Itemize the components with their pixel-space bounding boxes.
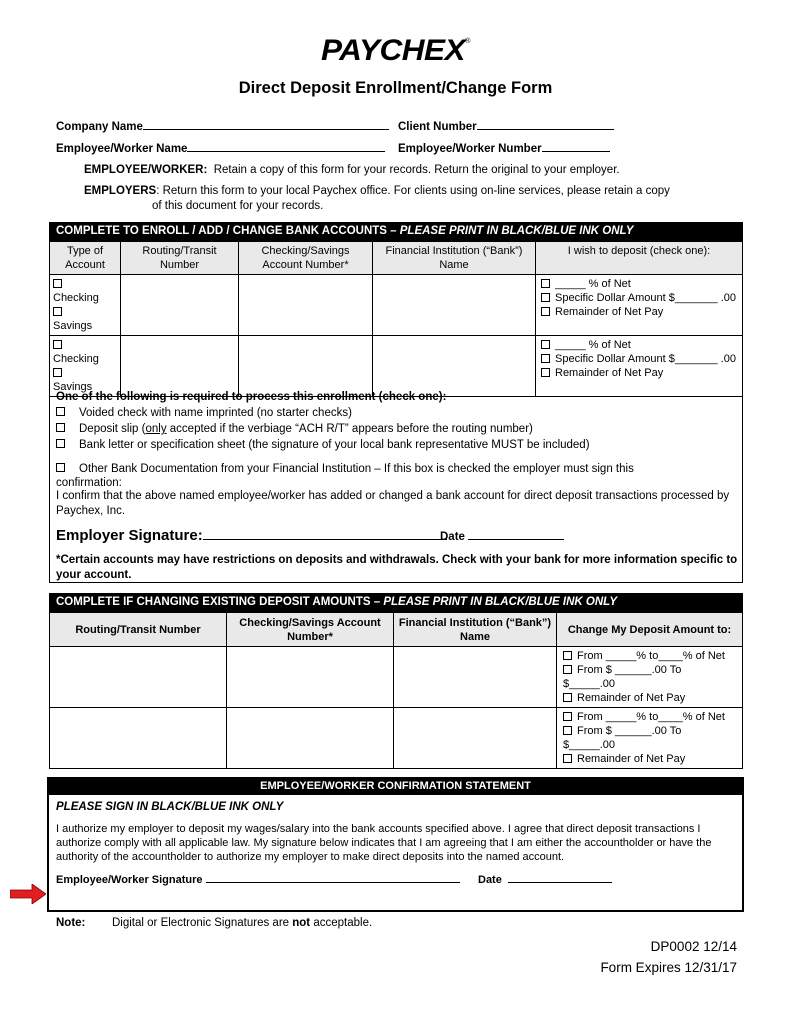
enroll-accounts-table	[49, 241, 743, 397]
checkbox-icon	[53, 340, 62, 349]
account-input[interactable]	[239, 275, 373, 336]
type-savings-label: Savings	[53, 381, 93, 393]
col-routing: Routing/Transit Number	[50, 613, 227, 647]
routing-input[interactable]	[50, 708, 227, 769]
table-row	[50, 647, 743, 708]
employee-number-field[interactable]: Employee/Worker Number	[398, 140, 610, 155]
certain-accounts-note: *Certain accounts may have restrictions on deposits and withdrawals. Check with your bank for more information specific to your account.	[56, 554, 738, 581]
account-input[interactable]	[227, 647, 394, 708]
col-account: Checking/Savings Account Number*	[239, 242, 373, 275]
option-remainder[interactable]: Remainder of Net Pay	[563, 691, 739, 705]
option-from-dollar[interactable]: From $ ______.00 To	[563, 724, 739, 738]
note-text: Digital or Electronic Signatures are not acceptable.	[112, 917, 373, 929]
checkbox-icon	[53, 279, 62, 288]
option-from-percent[interactable]: From _____% to____% of Net	[563, 710, 739, 724]
enroll-section-header: COMPLETE TO ENROLL / ADD / CHANGE BANK ACCOUNTS – PLEASE PRINT IN BLACK/BLUE INK ONLY	[49, 222, 743, 241]
table-row	[50, 336, 743, 397]
option-percent[interactable]: _____ % of Net	[541, 277, 739, 291]
checkbox-icon	[563, 712, 572, 721]
checkbox-icon	[563, 651, 572, 660]
option-percent[interactable]: _____ % of Net	[541, 338, 739, 352]
type-checking-label: Checking	[53, 292, 99, 304]
option-remainder[interactable]: Remainder of Net Pay	[563, 752, 739, 766]
bank-input[interactable]	[373, 336, 536, 397]
routing-input[interactable]	[121, 275, 239, 336]
dollar-to-line: $_____.00	[563, 739, 615, 751]
checkbox-icon	[56, 407, 65, 416]
option-remainder[interactable]: Remainder of Net Pay	[541, 305, 739, 319]
req-deposit-slip[interactable]: Deposit slip (only accepted if the verbiage “ACH R/T” appears before the routing number)	[56, 422, 533, 437]
table-row	[50, 708, 743, 769]
change-amounts-table	[49, 612, 743, 769]
option-from-dollar[interactable]: From $ ______.00 To	[563, 663, 739, 677]
checkbox-icon	[541, 307, 550, 316]
account-input[interactable]	[239, 336, 373, 397]
dollar-to-line: $_____.00	[563, 678, 615, 690]
option-dollar[interactable]: Specific Dollar Amount $_______ .00	[541, 291, 739, 305]
checkbox-icon	[541, 340, 550, 349]
employee-date-field[interactable]: Date	[478, 872, 612, 886]
note-label: Note:	[56, 917, 86, 929]
confirmation-text: I authorize my employer to deposit my wages/salary into the bank accounts specified above. I agree that direct deposit transactions I authorize comply with all applicable law. My signature below indicates that I am agreeing that I am either the accountholder or have the authority of the accountholder to authorize my employer to make direct deposits into the named account.	[56, 823, 712, 863]
required-title: One of the following is required to process this enrollment (check one):	[56, 391, 447, 403]
employer-confirm-text: I confirm that the above named employee/worker has added or changed a bank account for direct deposit transactions processed by Paychex, Inc.	[56, 490, 730, 517]
col-bank: Financial Institution (“Bank”) Name	[373, 242, 536, 275]
table-row	[50, 275, 743, 336]
req-other-docs[interactable]: Other Bank Documentation from your Financial Institution – If this box is checked the employer must sign this	[56, 462, 634, 477]
routing-input[interactable]	[50, 647, 227, 708]
checkbox-icon	[563, 754, 572, 763]
req-voided-check[interactable]: Voided check with name imprinted (no starter checks)	[56, 406, 352, 421]
col-change: Change My Deposit Amount to:	[557, 613, 743, 647]
routing-input[interactable]	[121, 336, 239, 397]
form-code: DP0002 12/14	[650, 939, 737, 954]
account-input[interactable]	[227, 708, 394, 769]
req-bank-letter[interactable]: Bank letter or specification sheet (the signature of your local bank representative MUST be included)	[56, 438, 590, 453]
employer-date-field[interactable]: Date	[440, 529, 564, 543]
checkbox-icon	[563, 726, 572, 735]
option-dollar[interactable]: Specific Dollar Amount $_______ .00	[541, 352, 739, 366]
type-checking-label: Checking	[53, 353, 99, 365]
bank-input[interactable]	[373, 275, 536, 336]
employers-instruction-cont: of this document for your records.	[152, 200, 324, 212]
option-remainder[interactable]: Remainder of Net Pay	[541, 366, 739, 380]
bank-input[interactable]	[394, 708, 557, 769]
option-from-percent[interactable]: From _____% to____% of Net	[563, 649, 739, 663]
employer-signature-field[interactable]: Employer Signature:	[56, 526, 447, 544]
checkbox-checking[interactable]	[53, 277, 117, 291]
employee-instruction: EMPLOYEE/WORKER: Retain a copy of this form for your records. Return the original to your employer.	[84, 164, 620, 176]
company-name-field[interactable]: Company Name	[56, 118, 389, 133]
checkbox-icon	[541, 293, 550, 302]
checkbox-icon	[563, 665, 572, 674]
col-deposit: I wish to deposit (check one):	[536, 242, 743, 275]
col-account: Checking/Savings Account Number*	[227, 613, 394, 647]
checkbox-icon	[56, 423, 65, 432]
change-section-header: COMPLETE IF CHANGING EXISTING DEPOSIT AMOUNTS – PLEASE PRINT IN BLACK/BLUE INK ONLY	[49, 593, 743, 612]
checkbox-icon	[563, 693, 572, 702]
confirmation-subhead: PLEASE SIGN IN BLACK/BLUE INK ONLY	[56, 801, 284, 813]
checkbox-savings[interactable]	[53, 366, 117, 380]
employers-instruction: EMPLOYERS: Return this form to your local Paychex office. For clients using on-line services, please retain a copy	[84, 185, 670, 197]
form-title: Direct Deposit Enrollment/Change Form	[238, 79, 553, 97]
col-bank: Financial Institution (“Bank”) Name	[394, 613, 557, 647]
type-savings-label: Savings	[53, 320, 93, 332]
checkbox-savings[interactable]	[53, 305, 117, 319]
checkbox-icon	[53, 307, 62, 316]
col-type: Type of Account	[50, 242, 121, 275]
form-expiry: Form Expires 12/31/17	[600, 960, 737, 975]
bank-input[interactable]	[394, 647, 557, 708]
paychex-logo: PAYCHEX®	[321, 34, 470, 67]
checkbox-icon	[541, 368, 550, 377]
req-other-docs-cont: confirmation:	[56, 477, 122, 489]
confirmation-header: EMPLOYEE/WORKER CONFIRMATION STATEMENT	[47, 777, 744, 795]
checkbox-icon	[541, 354, 550, 363]
checkbox-icon	[541, 279, 550, 288]
checkbox-icon	[56, 439, 65, 448]
employee-signature-field[interactable]: Employee/Worker Signature	[56, 872, 460, 886]
col-routing: Routing/Transit Number	[121, 242, 239, 275]
checkbox-icon	[56, 463, 65, 472]
checkbox-icon	[53, 368, 62, 377]
red-arrow-icon	[10, 884, 46, 904]
employee-name-field[interactable]: Employee/Worker Name	[56, 140, 385, 155]
checkbox-checking[interactable]	[53, 338, 117, 352]
client-number-field[interactable]: Client Number	[398, 118, 614, 133]
